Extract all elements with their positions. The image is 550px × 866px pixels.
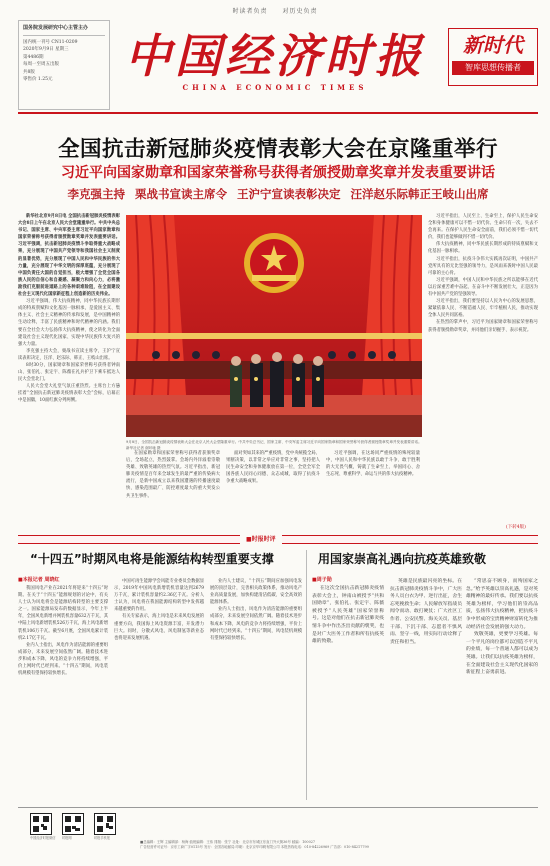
article-paragraph: 在热烈的掌声中，习近平为国家勋章和国家荣誉称号获得者颁授勋章奖章，并同他们亲切握手、表示祝贺。 (428, 320, 538, 333)
lead-headline[interactable]: 全国抗击新冠肺炎疫情表彰大会在京隆重举行 (57, 137, 498, 162)
issue-line: 国内统一刊号 CN11-0209 (23, 39, 78, 45)
lead-article-right-column (428, 213, 538, 523)
ceremony-photo[interactable] (126, 215, 422, 437)
issue-line: 2020年9月9日 星期三 (23, 47, 69, 52)
article-paragraph: 人民大会堂大礼堂气氛庄重热烈。主席台上方悬挂着“全国抗击新冠肺炎疫情表彰大会”会标，后幕正中是国徽，10面红旗分列两侧。 (18, 384, 120, 404)
qr-mobile[interactable] (94, 813, 124, 840)
lead-article-mid-column-3 (326, 450, 420, 532)
ceremony-photo-graphic (126, 215, 422, 437)
article-paragraph: 习近平指出，抗疫斗争伟大实践再次证明，中国共产党所具有的无比坚强的领导力，是风雨来袭时中国人民最可靠的主心骨。 (428, 256, 538, 276)
article-paragraph: 面对突如其来的严重疫情，党中央统揽全局、果断决策，以非常之举应对非常之事，坚持把人民生命安全和身体健康放在第一位，全党全军全国各族人民同心同德、众志成城，取得了抗疫斗争重大战略成果。 (226, 451, 320, 485)
issue-line: 共8版 (23, 69, 35, 75)
commentary-author: ■周子勋 (312, 577, 332, 583)
slogan-1: 时读者负责 (232, 8, 268, 15)
qr-label: 时报手机报 (94, 836, 110, 840)
qr-code-icon (30, 813, 52, 835)
article-paragraph: 业内人士指出，风电作为清洁能源的重要组成部分，未来发展空间依然广阔。随着技术进步和成本下降，风电的竞争力将持续增强，平价上网时代已经到来。“十四五”期间，风电装机规模有望保持较快增长。 (210, 607, 302, 641)
heroes-article-col-3 (466, 578, 538, 803)
byline: ■本报记者 周晓红 (18, 577, 60, 583)
article-paragraph: 有关专家表示，海上风电是未来风电发展的重要方向，我国海上风电资源丰富，开发潜力巨大。同时，分散式风电、风电制氢等新业态也将迎来发展机遇。 (114, 614, 204, 641)
article-paragraph: 新华社北京9月8日电 全国抗击新冠肺炎疫情表彰大会8日上午在北京人民大会堂隆重举行。中共中央总书记、国家主席、中央军委主席习近平向国家勋章和国家荣誉称号获得者颁授勋章奖章并发表重要讲话。习近平强调，抗击新冠肺炎疫情斗争取得重大战略成果，充分展现了中国共产党领导和我国社会主义制度的显著优势，充分展现了中国人民和中华民族的伟大力量，充分展现了中华文明的深厚底蕴，充分展现了中国负责任大国的自觉担当，极大增强了全党全国各族人民的自信心和自豪感、凝聚力和向心力，必将激励我们克服前进道路上的各种艰难险阻，在全面建设社会主义现代化国家新征程上创造新的历史伟业。 (18, 214, 120, 298)
people-item: 汪洋赵乐际韩正王岐山出席 (350, 187, 489, 201)
article-paragraph: 业内人士建议，“十四五”期间应加强风电发展的顶层设计，完善相关政策体系，推动风电产业高质量发展，加快构建清洁低碳、安全高效的能源体系。 (210, 579, 302, 606)
article-paragraph: 8时30分，国家勋章和国家荣誉称号获得者钟南山、张伯礼、张定宇、陈薇在礼兵护卫下乘车抵达人民大会堂北门。 (18, 362, 120, 383)
badge-subtitle: 智库思想传播者 (452, 61, 534, 75)
imprint (140, 840, 540, 850)
qr-label: 时报网 (62, 836, 72, 840)
wind-article-col-3 (210, 578, 302, 803)
lead-article-left-column (18, 213, 120, 535)
people-item: 栗战书宣读主席令 (134, 187, 227, 201)
newspaper-logo[interactable]: 中国经济时报 (125, 29, 425, 83)
wind-article-col-2 (114, 578, 204, 803)
wind-power-headline[interactable]: “十四五”时期风电将是能源结构转型重要支撑 (30, 552, 274, 566)
article-paragraph: 在国家勋章和国家荣誉称号获得者获颁奖章后，全场起立，热烈鼓掌。会场内外洋溢着崇敬英雄、致敬英雄的热烈气氛。习近平指出，新冠肺炎疫情是百年来全球发生的最严重的传染病大流行，是新中国成立以来我国遭遇的传播速度最快、感染范围最广、防控难度最大的重大突发公共卫生事件。 (126, 451, 220, 499)
section-label: ■时报时评 (240, 535, 282, 544)
article-paragraph: 中国可再生能源学会风能专业委员会数据显示，2019年中国风电新增装机容量达到2679万千瓦，累计装机容量约2.36亿千瓦。分析人士认为，风电将在我国能源结构转型中发挥越来越重要的作用。 (114, 579, 204, 613)
slogan-2: 对历史负责 (282, 8, 318, 15)
issue-info-box (18, 20, 110, 110)
heroes-article-col-1 (312, 585, 384, 803)
qr-wechat[interactable] (30, 813, 60, 840)
masthead-rule (18, 112, 538, 114)
issue-line: 第4486期 (23, 54, 44, 60)
masthead-slogans (0, 6, 550, 15)
article-paragraph: 致敬英雄，更要学习英雄。每一个平凡的岗位都可以创造不平凡的业绩，每一个普通人都可以成为英雄。让我们以抗疫英雄为榜样，在全面建设社会主义现代化国家的新征程上奋勇前进。 (466, 632, 538, 676)
continued-link[interactable]: (下转4版) (506, 525, 526, 530)
photo-caption: 9月8日，全国抗击新冠肺炎疫情表彰大会在北京人民大会堂隆重举行。中共中央总书记、国家主席、中央军委主席习近平向国家勋章和国家荣誉称号获得者颁授勋章奖章并发表重要讲话。 新华社记者 谢环驰 摄 (126, 440, 422, 450)
article-paragraph: 我国风电产业在2021年将迎来“十四五”时期。在关于“十四五”能源规划的讨论中，有关人士认为风电将会是能源结构转型的主要支撑之一。国家能源局发布的数据显示，今年上半年，全国风电新增并网装机容量632万千瓦，其中陆上风电新增装机526万千瓦，海上风电新增装机106万千瓦。截至6月底，全国风电累计装机2.17亿千瓦。 (18, 586, 108, 641)
newspaper-logo-en: CHINA ECONOMIC TIMES (182, 83, 368, 92)
qr-website[interactable] (62, 813, 92, 840)
era-badge (448, 28, 538, 86)
article-paragraph: 伟大抗疫精神，同中华民族长期形成的特质禀赋和文化基因一脉相承。 (428, 242, 538, 255)
article-paragraph: 习近平指出，我们要坚持以人民为中心的发展思想，紧紧依靠人民、不断造福人民、牢牢植根人民，推动实现全体人民共同富裕。 (428, 299, 538, 319)
qr-label: 中国经济时报微信 (30, 836, 56, 840)
article-paragraph: 业内人士指出，风电作为清洁能源的重要组成部分，未来发展空间依然广阔。随着技术进步和成本下降，风电的竞争力将持续增强，平价上网时代已经到来。“十四五”期间，风电装机规模有望保持较快增长。 (18, 642, 108, 677)
article-paragraph: 习近平强调，伟大抗疫精神，同中华民族长期形成的特质禀赋和文化基因一脉相承，是爱国主义、集体主义、社会主义精神的传承和发展，是中国精神的生动诠释，丰富了民族精神和时代精神的内涵。我们要在全社会大力弘扬伟大抗疫精神，使之转化为全面建设社会主义现代化国家、实现中华民族伟大复兴的强大力量。 (18, 299, 120, 347)
article-paragraph: 在这次全国抗击新冠肺炎疫情表彰大会上，钟南山被授予“共和国勋章”，张伯礼、张定宇、陈薇被授予“人民英雄”国家荣誉称号。这是对他们在抗击新冠肺炎疫情斗争中作出杰出贡献的褒奖，也是对广大医务工作者和所有抗疫英雄的致敬。 (312, 586, 384, 645)
heroes-headline[interactable]: 用国家崇高礼遇向抗疫英雄致敬 (318, 552, 487, 566)
lead-article-mid-column-1 (126, 450, 220, 532)
article-paragraph: 习近平强调，在这场同严重疫情的殊死较量中，中国人民和中华民族以敢于斗争、敢于胜利的大无畏气概，铸就了生命至上、举国同心、舍生忘死、尊重科学、命运与共的伟大抗疫精神。 (326, 451, 420, 478)
lead-subheadline: 习近平向国家勋章和国家荣誉称号获得者颁授勋章奖章并发表重要讲话 (61, 165, 495, 181)
lead-people-line (18, 186, 538, 202)
qr-code-icon (94, 813, 116, 835)
issue-line: 零售价 1.25元 (23, 77, 53, 82)
footer-rule (18, 807, 538, 808)
issue-line: 每周一至周五出版 (23, 62, 59, 67)
people-item: 王沪宁宣读表彰决定 (237, 187, 341, 201)
imprint-line: 广告经营许可证号：京东工商广字0115号 发行：全国各地邮局 印刷：北京京华印刷有限公司 本报热线电话：010-84226969 广告部：010-84217799 (140, 845, 369, 849)
publisher-org: 国务院发展研究中心主管主办 (23, 25, 105, 36)
heroes-article-col-2 (390, 578, 462, 803)
imprint-line: ■总编辑：王辉 主编辑部：杨海 值班编辑：王伟 排版：张宁 社址：北京市东城区东直门外大街36号 邮编：100027 (140, 840, 316, 844)
article-paragraph: 英雄是民族最闪亮的坐标。在抗击新冠肺炎疫情斗争中，广大医务人员白衣为甲、逆行出征，舍生忘死挽救生命；人民解放军指战员闻令而动、敢打硬仗；广大社区工作者、公安民警、海关关员、基层干部、下沉干部、志愿者不惧风雨、坚守一线，用实际行动诠释了责任和担当。 (390, 579, 462, 645)
article-paragraph: 习近平指出，人民至上、生命至上，保护人民生命安全和身体健康可以不惜一切代价。生命只有一次，失去不会再来。在保护人民生命安全面前，我们必须不惜一切代价，我们也能够做到不惜一切代价。 (428, 214, 538, 241)
lead-article-mid-column-2 (226, 450, 320, 532)
article-paragraph: 习近平强调，中国人民和中华民族之所以能够在近代以后深重苦难中奋起、在奋斗中不断发展壮大，正是因为有中国共产党的坚强领导。 (428, 277, 538, 298)
wind-article-col-1 (18, 585, 108, 803)
qr-code-icon (62, 813, 84, 835)
article-paragraph: “常思奋不顾身，而殉国家之急。”给予英雄以崇高礼遇，是对英雄精神的最好传承。我们要以抗疫英雄为榜样，学习他们的崇高品质，弘扬伟大抗疫精神，把抗疫斗争中形成的宝贵精神财富转化为推动经济社会发展的强大动力。 (466, 579, 538, 630)
people-item: 李克强主持 (67, 187, 125, 201)
column-divider (306, 550, 307, 800)
article-paragraph: 李克强主持大会，栗战书宣读主席令，王沪宁宣读表彰决定，汪洋、赵乐际、韩正、王岐山出席。 (18, 348, 120, 361)
badge-title: 新时代 (463, 33, 523, 57)
